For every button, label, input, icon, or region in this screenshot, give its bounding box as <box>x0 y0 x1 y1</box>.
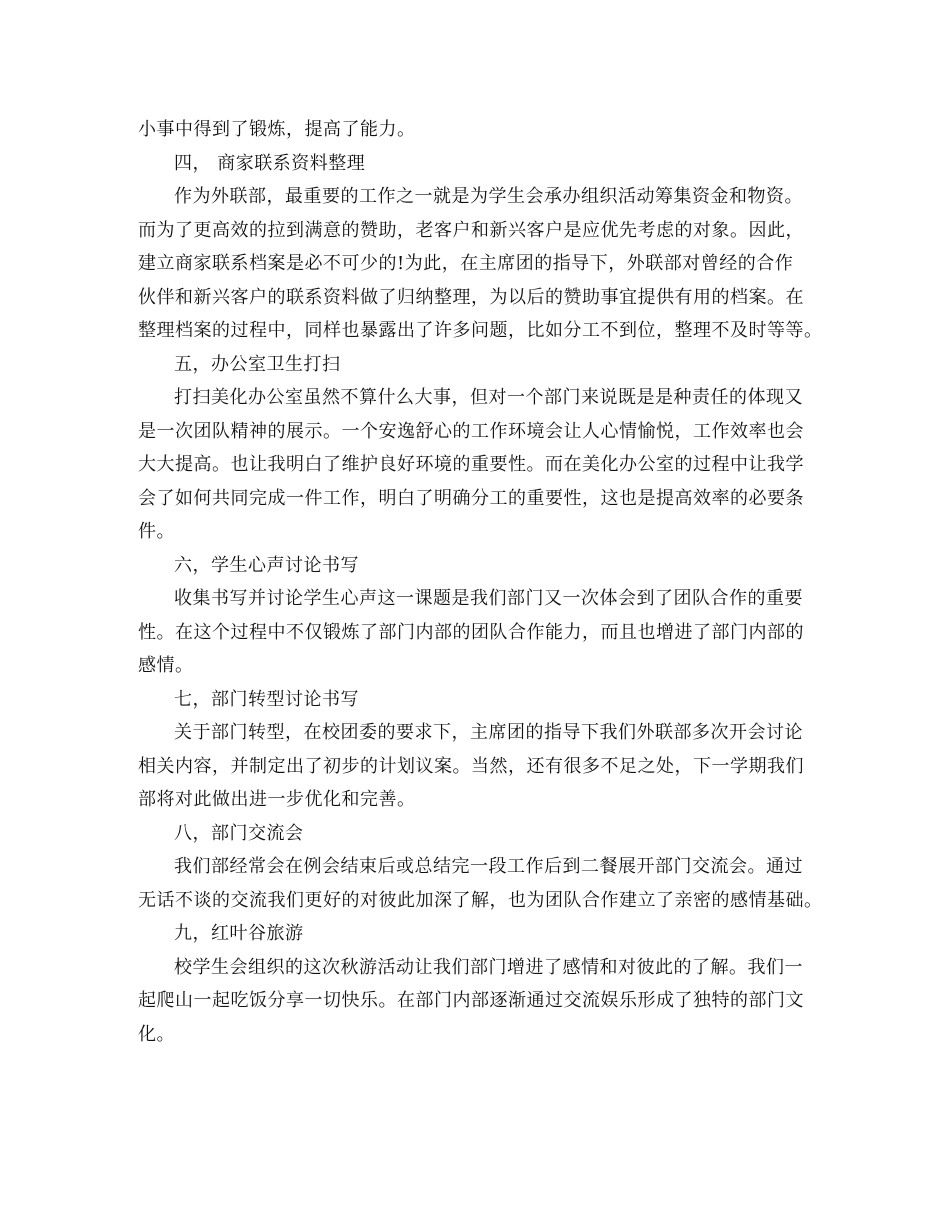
body-line: 是一次团队精神的展示。一个安逸舒心的工作环境会让人心情愉悦，工作效率也会 <box>138 420 804 442</box>
body-line: 整理档案的过程中，同样也暴露出了许多问题，比如分工不到位，整理不及时等等。 <box>138 320 823 341</box>
section-heading: 八，部门交流会 <box>174 822 304 844</box>
body-line: 小事中得到了锻炼，提高了能力。 <box>138 119 416 140</box>
body-line: 大大提高。也让我明白了维护良好环境的重要性。而在美化办公室的过程中让我学 <box>138 454 804 475</box>
body-line: 伙伴和新兴客户的联系资料做了归纳整理，为以后的赞助事宜提供有用的档案。在 <box>138 286 804 308</box>
section-heading: 九，红叶谷旅游 <box>174 923 304 944</box>
body-line: 会了如何共同完成一件工作，明白了明确分工的重要性，这也是提高效率的必要条 <box>138 487 804 509</box>
body-line: 相关内容，并制定出了初步的计划议案。当然，还有很多不足之处，下一学期我们 <box>138 755 804 777</box>
section-heading: 四， 商家联系资料整理 <box>174 152 366 174</box>
document-page <box>138 113 823 1051</box>
section-heading: 五，办公室卫生打扫 <box>174 353 341 375</box>
body-line: 部将对此做出进一步优化和完善。 <box>138 789 416 810</box>
body-line: 关于部门转型，在校团委的要求下，主席团的指导下我们外联部多次开会讨论 <box>174 722 803 743</box>
section-heading: 六，学生心声讨论书写 <box>174 554 359 576</box>
body-line: 作为外联部，最重要的工作之一就是为学生会承办组织活动筹集资金和物资。 <box>174 186 803 207</box>
body-line: 我们部经常会在例会结束后或总结完一段工作后到二餐展开部门交流会。通过 <box>174 856 803 877</box>
body-line: 感情。 <box>138 655 194 676</box>
body-line: 校学生会组织的这次秋游活动让我们部门增进了感情和对彼此的了解。我们一 <box>174 956 803 978</box>
body-line: 收集书写并讨论学生心声这一课题是我们部门又一次体会到了团队合作的重要 <box>174 588 803 609</box>
section-heading: 七，部门转型讨论书写 <box>174 688 359 710</box>
body-line: 性。在这个过程中不仅锻炼了部门内部的团队合作能力，而且也增进了部门内部的 <box>138 621 804 643</box>
body-line: 化。 <box>138 1023 175 1045</box>
body-line: 件。 <box>138 521 175 542</box>
body-line: 无话不谈的交流我们更好的对彼此加深了解，也为团队合作建立了亲密的感情基础。 <box>138 889 823 911</box>
body-line: 起爬山一起吃饭分享一切快乐。在部门内部逐渐通过交流娱乐形成了独特的部门文 <box>138 990 804 1011</box>
body-line: 打扫美化办公室虽然不算什么大事，但对一个部门来说既是是种责任的体现又 <box>174 387 803 408</box>
body-line: 建立商家联系档案是必不可少的!为此，在主席团的指导下，外联部对曾经的合作 <box>138 253 794 274</box>
body-line: 而为了更高效的拉到满意的赞助，老客户和新兴客户是应优先考虑的对象。因此， <box>138 219 804 241</box>
